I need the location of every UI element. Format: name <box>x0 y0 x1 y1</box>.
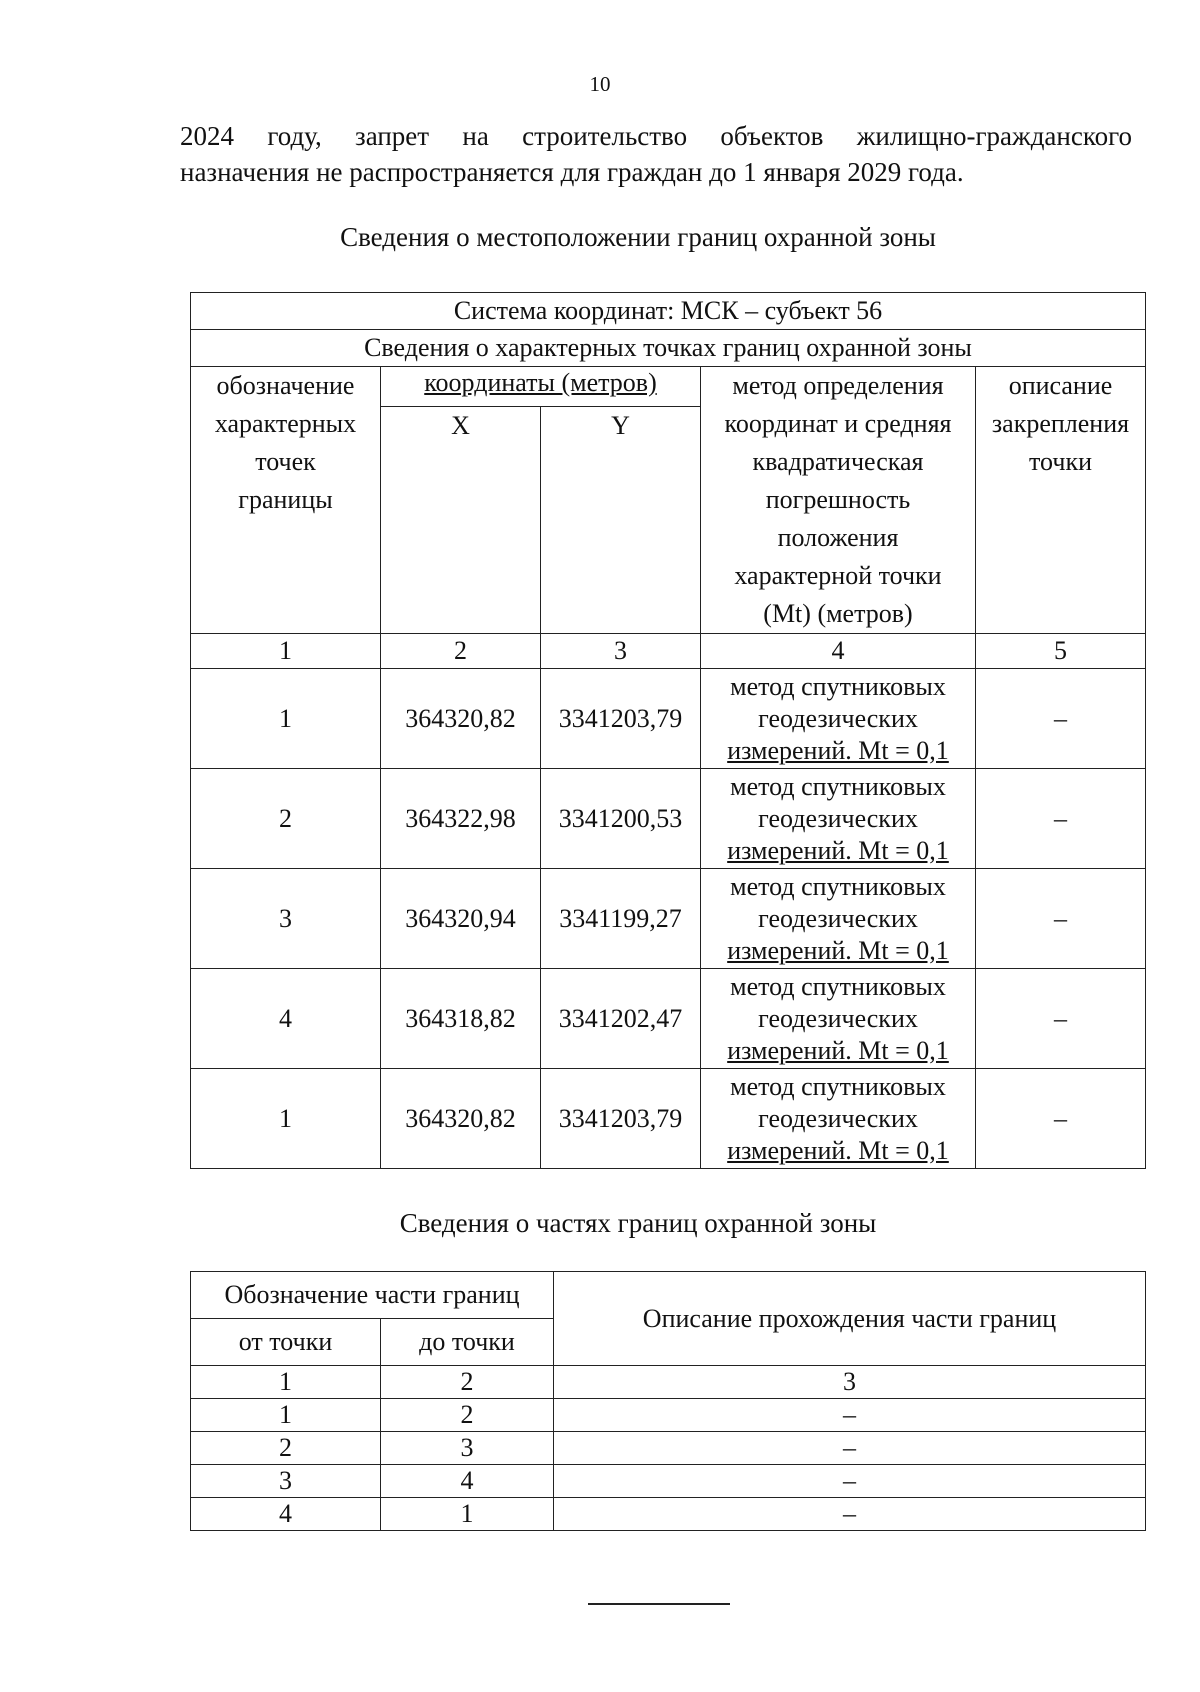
section-title-boundary-parts: Сведения о частях границ охранной зоны <box>399 1208 877 1238</box>
table-row <box>191 1069 1146 1169</box>
coordinates-table <box>190 292 1146 1169</box>
header-point-designation <box>191 367 381 634</box>
point-cell: 4 <box>191 969 381 1069</box>
method-line: геодезических <box>758 1103 918 1133</box>
method-cell <box>701 1069 976 1169</box>
table-subtitle-cell: Сведения о характерных точках границ охранной зоны <box>191 330 1146 367</box>
column-number: 5 <box>976 634 1146 669</box>
x-cell: 364320,82 <box>381 1069 541 1169</box>
header-line: метод определения <box>732 371 944 400</box>
method-line: метод спутниковых <box>730 671 946 701</box>
desc-cell: – <box>976 769 1146 869</box>
header-method <box>701 367 976 634</box>
x-cell: 364320,82 <box>381 669 541 769</box>
method-line: геодезических <box>758 903 918 933</box>
desc-cell: – <box>554 1399 1146 1432</box>
desc-cell: – <box>554 1432 1146 1465</box>
method-line: измерений. Mt = 0,1 <box>727 835 949 865</box>
method-line: метод спутниковых <box>730 771 946 801</box>
method-cell <box>701 769 976 869</box>
header-line: квадратическая <box>752 447 924 476</box>
to-cell: 3 <box>381 1432 554 1465</box>
y-cell: 3341202,47 <box>541 969 701 1069</box>
desc-cell: – <box>976 1069 1146 1169</box>
column-number: 1 <box>191 1366 381 1399</box>
intro-paragraph <box>180 118 1132 190</box>
method-line: геодезических <box>758 703 918 733</box>
desc-cell: – <box>976 969 1146 1069</box>
header-line: обозначение <box>216 371 355 400</box>
desc-cell: – <box>554 1498 1146 1531</box>
desc-cell: – <box>976 669 1146 769</box>
column-number: 2 <box>381 634 541 669</box>
table-row <box>191 969 1146 1069</box>
header-coordinates <box>381 367 701 407</box>
from-cell: 1 <box>191 1399 381 1432</box>
method-line: измерений. Mt = 0,1 <box>727 735 949 765</box>
header-line: положения <box>777 523 899 552</box>
table-row <box>191 869 1146 969</box>
table-row <box>191 669 1146 769</box>
from-cell: 2 <box>191 1432 381 1465</box>
point-cell: 3 <box>191 869 381 969</box>
header-part-designation: Обозначение части границ <box>191 1272 554 1319</box>
table-row <box>191 1399 1146 1432</box>
header-line: закрепления <box>991 409 1130 438</box>
header-line: точек <box>255 447 316 476</box>
intro-line-1: 2024 году, запрет на строительство объектов жилищно-гражданского <box>180 121 1132 151</box>
y-cell: 3341203,79 <box>541 669 701 769</box>
method-line: геодезических <box>758 803 918 833</box>
table-row <box>191 769 1146 869</box>
header-from-point: от точки <box>191 1319 381 1366</box>
point-cell: 1 <box>191 1069 381 1169</box>
x-cell: 364320,94 <box>381 869 541 969</box>
header-line: характерной точки <box>734 561 942 590</box>
page-number: 10 <box>589 72 611 96</box>
column-number: 1 <box>191 634 381 669</box>
method-line: метод спутниковых <box>730 871 946 901</box>
header-part-description: Описание прохождения части границ <box>554 1272 1146 1366</box>
method-line: метод спутниковых <box>730 1071 946 1101</box>
table-row <box>191 1498 1146 1531</box>
x-cell: 364322,98 <box>381 769 541 869</box>
method-line: метод спутниковых <box>730 971 946 1001</box>
y-cell: 3341203,79 <box>541 1069 701 1169</box>
y-cell: 3341200,53 <box>541 769 701 869</box>
header-line: координат и средняя <box>724 409 952 438</box>
header-to-point: до точки <box>381 1319 554 1366</box>
column-number: 3 <box>541 634 701 669</box>
from-cell: 4 <box>191 1498 381 1531</box>
to-cell: 4 <box>381 1465 554 1498</box>
method-cell <box>701 869 976 969</box>
column-number: 4 <box>701 634 976 669</box>
y-cell: 3341199,27 <box>541 869 701 969</box>
header-line: границы <box>238 485 333 514</box>
method-line: измерений. Mt = 0,1 <box>727 935 949 965</box>
header-y: Y <box>541 406 701 633</box>
header-line: характерных <box>214 409 357 438</box>
intro-line-2: назначения не распространяется для граждан до 1 января 2029 года. <box>180 157 964 187</box>
header-fixing-description <box>976 367 1146 634</box>
desc-cell: – <box>554 1465 1146 1498</box>
header-line: точки <box>1029 447 1092 476</box>
method-line: измерений. Mt = 0,1 <box>727 1035 949 1065</box>
point-cell: 2 <box>191 769 381 869</box>
column-number: 2 <box>381 1366 554 1399</box>
desc-cell: – <box>976 869 1146 969</box>
table-row <box>191 1465 1146 1498</box>
point-cell: 1 <box>191 669 381 769</box>
x-cell: 364318,82 <box>381 969 541 1069</box>
table-row <box>191 1432 1146 1465</box>
header-line: (Mt) (метров) <box>763 599 913 628</box>
coordinate-system-cell: Система координат: МСК – субъект 56 <box>191 293 1146 330</box>
boundary-parts-table <box>190 1271 1146 1531</box>
method-line: геодезических <box>758 1003 918 1033</box>
method-line: измерений. Mt = 0,1 <box>727 1135 949 1165</box>
section-title-boundary-location: Сведения о местоположении границ охранной зоны <box>340 222 936 252</box>
method-cell <box>701 669 976 769</box>
column-number: 3 <box>554 1366 1146 1399</box>
to-cell: 2 <box>381 1399 554 1432</box>
from-cell: 3 <box>191 1465 381 1498</box>
footer-rule <box>588 1603 730 1605</box>
header-line: погрешность <box>765 485 911 514</box>
method-cell <box>701 969 976 1069</box>
header-line: описание <box>1008 371 1113 400</box>
header-x: X <box>381 406 541 633</box>
header-coordinates-label: координаты (метров) <box>424 368 657 397</box>
to-cell: 1 <box>381 1498 554 1531</box>
